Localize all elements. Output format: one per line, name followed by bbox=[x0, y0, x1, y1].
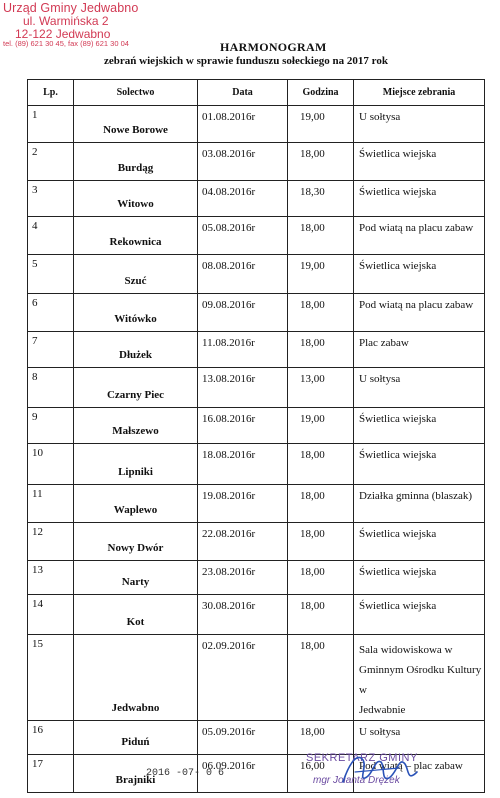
table-row bbox=[28, 561, 485, 595]
miejsce-line: Sala widowiskowa w bbox=[359, 644, 453, 656]
miejsce-line: U sołtysa bbox=[359, 726, 401, 738]
cell-solectwo-text: Dłużek bbox=[119, 349, 152, 361]
cell-solectwo-text: Czarny Piec bbox=[106, 389, 165, 401]
cell-data: 13.08.2016r bbox=[198, 368, 288, 408]
cell-solectwo-text: Nowe Borowe bbox=[103, 124, 168, 136]
table-row bbox=[28, 523, 485, 561]
secretary-stamp-title: SEKRETARZ GMINY bbox=[306, 752, 418, 764]
cell-godzina: 18,00 bbox=[288, 143, 354, 181]
cell-data: 03.08.2016r bbox=[198, 143, 288, 181]
cell-godzina: 19,00 bbox=[288, 255, 354, 294]
cell-solectwo bbox=[74, 255, 198, 294]
cell-miejsce bbox=[354, 444, 485, 485]
cell-lp: 14 bbox=[28, 595, 74, 635]
cell-data: 05.08.2016r bbox=[198, 217, 288, 255]
cell-miejsce bbox=[354, 181, 485, 217]
header-godzina: Godzina bbox=[288, 80, 354, 106]
cell-solectwo bbox=[74, 106, 198, 143]
table-row bbox=[28, 181, 485, 217]
cell-miejsce bbox=[354, 523, 485, 561]
table-body bbox=[28, 106, 485, 793]
cell-data: 01.08.2016r bbox=[198, 106, 288, 143]
miejsce-line: Świetlica wiejska bbox=[359, 148, 437, 160]
cell-miejsce bbox=[354, 294, 485, 332]
cell-miejsce bbox=[354, 143, 485, 181]
document-title: HARMONOGRAM bbox=[220, 40, 327, 54]
cell-lp: 11 bbox=[28, 485, 74, 523]
received-date-stamp: 2016 -07- 0 6 bbox=[146, 768, 225, 779]
cell-solectwo bbox=[74, 294, 198, 332]
table-row bbox=[28, 368, 485, 408]
cell-solectwo-text: Brajniki bbox=[115, 774, 156, 786]
cell-solectwo bbox=[74, 721, 198, 755]
cell-godzina: 18,00 bbox=[288, 561, 354, 595]
cell-lp: 9 bbox=[28, 408, 74, 444]
cell-solectwo-text: Waplewo bbox=[113, 504, 158, 516]
cell-data: 18.08.2016r bbox=[198, 444, 288, 485]
miejsce-line: Działka gminna (blaszak) bbox=[359, 490, 473, 502]
cell-godzina: 18,00 bbox=[288, 523, 354, 561]
schedule-table-wrap bbox=[27, 79, 484, 793]
cell-miejsce bbox=[354, 368, 485, 408]
header-lp: Lp. bbox=[28, 80, 74, 106]
cell-miejsce bbox=[354, 561, 485, 595]
header-data: Data bbox=[198, 80, 288, 106]
cell-solectwo bbox=[74, 561, 198, 595]
cell-lp: 12 bbox=[28, 523, 74, 561]
cell-godzina: 19,00 bbox=[288, 106, 354, 143]
cell-solectwo bbox=[74, 408, 198, 444]
header-miejsce: Miejsce zebrania bbox=[354, 80, 485, 106]
cell-lp: 15 bbox=[28, 635, 74, 721]
cell-lp: 10 bbox=[28, 444, 74, 485]
cell-lp: 6 bbox=[28, 294, 74, 332]
cell-godzina: 18,00 bbox=[288, 485, 354, 523]
cell-miejsce bbox=[354, 332, 485, 368]
cell-miejsce bbox=[354, 485, 485, 523]
cell-data: 11.08.2016r bbox=[198, 332, 288, 368]
cell-solectwo bbox=[74, 332, 198, 368]
cell-solectwo-text: Kot bbox=[126, 616, 145, 628]
cell-godzina: 18,00 bbox=[288, 332, 354, 368]
miejsce-line: Świetlica wiejska bbox=[359, 260, 437, 272]
table-row bbox=[28, 217, 485, 255]
cell-solectwo bbox=[74, 444, 198, 485]
table-row bbox=[28, 408, 485, 444]
cell-miejsce bbox=[354, 106, 485, 143]
miejsce-line: Świetlica wiejska bbox=[359, 413, 437, 425]
miejsce-line: Świetlica wiejska bbox=[359, 186, 437, 198]
miejsce-line: Świetlica wiejska bbox=[359, 528, 437, 540]
cell-solectwo-text: Burdąg bbox=[117, 162, 154, 174]
secretary-stamp-name: mgr Jolanta Drężek bbox=[313, 775, 400, 786]
miejsce-line: Pod wiatą – plac zabaw bbox=[359, 760, 463, 772]
cell-data: 09.08.2016r bbox=[198, 294, 288, 332]
cell-solectwo-text: Witówko bbox=[114, 313, 157, 325]
cell-solectwo-text: Nowy Dwór bbox=[107, 542, 164, 554]
table-row bbox=[28, 143, 485, 181]
cell-godzina: 13,00 bbox=[288, 368, 354, 408]
cell-solectwo-text: Narty bbox=[121, 576, 150, 588]
cell-solectwo-text: Piduń bbox=[121, 736, 150, 748]
cell-solectwo bbox=[74, 368, 198, 408]
cell-miejsce bbox=[354, 217, 485, 255]
cell-lp: 13 bbox=[28, 561, 74, 595]
cell-solectwo-text: Rekownica bbox=[109, 236, 162, 248]
cell-lp: 17 bbox=[28, 755, 74, 793]
cell-miejsce bbox=[354, 255, 485, 294]
cell-solectwo-text: Witowo bbox=[117, 198, 154, 210]
table-row bbox=[28, 106, 485, 143]
cell-godzina: 16,00 bbox=[288, 755, 354, 793]
cell-data: 02.09.2016r bbox=[198, 635, 288, 721]
handwritten-signature bbox=[335, 742, 425, 792]
table-header-row bbox=[28, 80, 485, 106]
cell-lp: 8 bbox=[28, 368, 74, 408]
cell-miejsce bbox=[354, 408, 485, 444]
cell-solectwo-text: Szuć bbox=[124, 275, 147, 287]
cell-lp: 2 bbox=[28, 143, 74, 181]
cell-data: 30.08.2016r bbox=[198, 595, 288, 635]
schedule-table bbox=[27, 79, 485, 793]
cell-solectwo bbox=[74, 635, 198, 721]
table-row bbox=[28, 294, 485, 332]
table-row bbox=[28, 255, 485, 294]
cell-data: 04.08.2016r bbox=[198, 181, 288, 217]
document-subtitle: zebrań wiejskich w sprawie funduszu sołeckiego na 2017 rok bbox=[104, 55, 388, 67]
cell-godzina: 18,00 bbox=[288, 294, 354, 332]
cell-godzina: 18,00 bbox=[288, 635, 354, 721]
cell-solectwo bbox=[74, 595, 198, 635]
miejsce-line: Pod wiatą na placu zabaw bbox=[359, 222, 474, 234]
stamp-line-street: ul. Warmińska 2 bbox=[23, 14, 109, 29]
cell-godzina: 18,30 bbox=[288, 181, 354, 217]
cell-lp: 16 bbox=[28, 721, 74, 755]
cell-lp: 3 bbox=[28, 181, 74, 217]
cell-solectwo-text: Małszewo bbox=[112, 425, 159, 437]
table-row bbox=[28, 444, 485, 485]
cell-data: 06.09.2016r bbox=[198, 755, 288, 793]
cell-data: 22.08.2016r bbox=[198, 523, 288, 561]
cell-godzina: 18,00 bbox=[288, 721, 354, 755]
miejsce-line: Pod wiatą na placu zabaw bbox=[359, 299, 474, 311]
cell-miejsce bbox=[354, 635, 485, 721]
cell-solectwo bbox=[74, 143, 198, 181]
miejsce-line: Plac zabaw bbox=[359, 337, 409, 349]
cell-solectwo-text: Jedwabno bbox=[111, 702, 160, 714]
miejsce-line: Świetlica wiejska bbox=[359, 600, 437, 612]
cell-solectwo bbox=[74, 523, 198, 561]
cell-lp: 4 bbox=[28, 217, 74, 255]
miejsce-line: U sołtysa bbox=[359, 111, 401, 123]
cell-godzina: 18,00 bbox=[288, 217, 354, 255]
cell-data: 19.08.2016r bbox=[198, 485, 288, 523]
cell-solectwo-text: Lipniki bbox=[118, 466, 153, 478]
miejsce-line: Gminnym Ośrodku Kultury w bbox=[359, 664, 482, 696]
cell-lp: 1 bbox=[28, 106, 74, 143]
cell-data: 08.08.2016r bbox=[198, 255, 288, 294]
cell-miejsce bbox=[354, 595, 485, 635]
cell-godzina: 19,00 bbox=[288, 408, 354, 444]
stamp-line-office: Urząd Gminy Jedwabno bbox=[3, 1, 139, 15]
miejsce-line: Jedwabnie bbox=[359, 704, 406, 716]
stamp-line-phone: tel. (89) 621 30 45, fax (89) 621 30 04 bbox=[3, 39, 129, 49]
table-row bbox=[28, 595, 485, 635]
stamp-line-postal: 12-122 Jedwabno bbox=[15, 26, 111, 41]
miejsce-line: Świetlica wiejska bbox=[359, 449, 437, 461]
cell-godzina: 18,00 bbox=[288, 595, 354, 635]
cell-solectwo bbox=[74, 217, 198, 255]
cell-godzina: 18,00 bbox=[288, 444, 354, 485]
cell-solectwo bbox=[74, 181, 198, 217]
miejsce-line: U sołtysa bbox=[359, 373, 401, 385]
table-row bbox=[28, 332, 485, 368]
cell-solectwo bbox=[74, 485, 198, 523]
miejsce-line: Świetlica wiejska bbox=[359, 566, 437, 578]
cell-data: 05.09.2016r bbox=[198, 721, 288, 755]
table-row bbox=[28, 635, 485, 721]
table-row bbox=[28, 485, 485, 523]
cell-data: 23.08.2016r bbox=[198, 561, 288, 595]
cell-data: 16.08.2016r bbox=[198, 408, 288, 444]
cell-lp: 5 bbox=[28, 255, 74, 294]
cell-lp: 7 bbox=[28, 332, 74, 368]
header-solectwo: Solectwo bbox=[74, 80, 198, 106]
office-stamp bbox=[3, 2, 153, 48]
